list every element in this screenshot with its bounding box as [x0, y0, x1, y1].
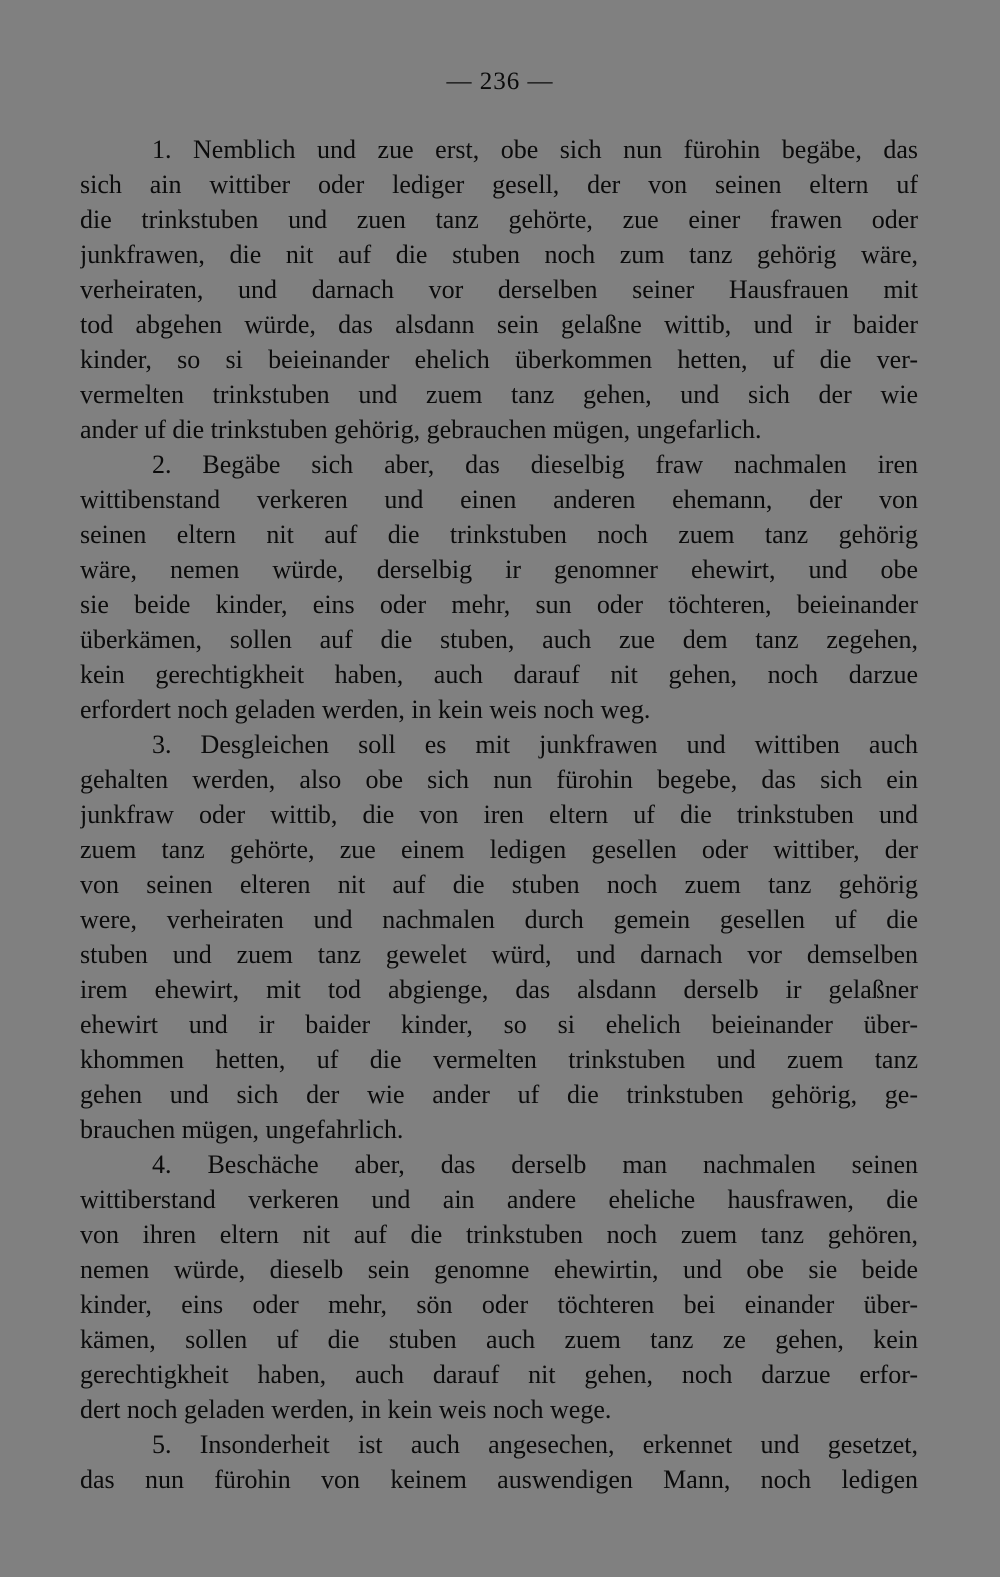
text-line: sich ain wittiber oder lediger gesell, der von seinen eltern uf: [80, 170, 918, 199]
text-line: von ihren eltern nit auf die trinkstuben noch zuem tanz gehören,: [80, 1220, 918, 1249]
text-line: überkämen, sollen auf die stuben, auch zue dem tanz zegehen,: [80, 625, 918, 654]
text-line: were, verheiraten und nachmalen durch gemein gesellen uf die: [80, 905, 918, 934]
text-line: gehen und sich der wie ander uf die trinkstuben gehörig, ge-: [80, 1080, 918, 1109]
text-line: kämen, sollen uf die stuben auch zuem tanz ze gehen, kein: [80, 1325, 918, 1354]
text-line: vermelten trinkstuben und zuem tanz gehen, und sich der wie: [80, 380, 918, 409]
text-line: nemen würde, dieselb sein genomne ehewirtin, und obe sie beide: [80, 1255, 918, 1284]
text-line: stuben und zuem tanz gewelet würd, und darnach vor demselben: [80, 940, 918, 969]
text-line: 5. Insonderheit ist auch angesechen, erkennet und gesetzet,: [152, 1430, 918, 1459]
text-line: khommen hetten, uf die vermelten trinkstuben und zuem tanz: [80, 1045, 918, 1074]
text-line: 2. Begäbe sich aber, das dieselbig fraw nachmalen iren: [152, 450, 918, 479]
text-line: seinen eltern nit auf die trinkstuben noch zuem tanz gehörig: [80, 520, 918, 549]
text-line: wittibenstand verkeren und einen anderen ehemann, der von: [80, 485, 918, 514]
text-line: verheiraten, und darnach vor derselben seiner Hausfrauen mit: [80, 275, 918, 304]
text-line: junkfraw oder wittib, die von iren eltern uf die trinkstuben und: [80, 800, 918, 829]
text-line: kein gerechtigkheit haben, auch darauf nit gehen, noch darzue: [80, 660, 918, 689]
text-line: 4. Beschäche aber, das derselb man nachmalen seinen: [152, 1150, 918, 1179]
text-line: ehewirt und ir baider kinder, so si ehelich beieinander über-: [80, 1010, 918, 1039]
text-line: 1. Nemblich und zue erst, obe sich nun fürohin begäbe, das: [152, 135, 918, 164]
text-line: von seinen elteren nit auf die stuben noch zuem tanz gehörig: [80, 870, 918, 899]
text-line: gerechtigkheit haben, auch darauf nit gehen, noch darzue erfor-: [80, 1360, 918, 1389]
text-line: zuem tanz gehörte, zue einem ledigen gesellen oder wittiber, der: [80, 835, 918, 864]
text-line: kinder, so si beieinander ehelich überkommen hetten, uf die ver-: [80, 345, 918, 374]
text-line: ander uf die trinkstuben gehörig, gebrauchen mügen, ungefarlich.: [80, 415, 762, 444]
text-line: tod abgehen würde, das alsdann sein gelaßne wittib, und ir baider: [80, 310, 918, 339]
text-line: brauchen mügen, ungefahrlich.: [80, 1115, 404, 1144]
text-line: 3. Desgleichen soll es mit junkfrawen und wittiben auch: [152, 730, 918, 759]
text-line: dert noch geladen werden, in kein weis noch wege.: [80, 1395, 612, 1424]
text-line: die trinkstuben und zuen tanz gehörte, zue einer frawen oder: [80, 205, 918, 234]
text-line: irem ehewirt, mit tod abgienge, das alsdann derselb ir gelaßner: [80, 975, 918, 1004]
text-line: das nun fürohin von keinem auswendigen Mann, noch ledigen: [80, 1465, 918, 1494]
text-line: wittiberstand verkeren und ain andere eheliche hausfrawen, die: [80, 1185, 918, 1214]
page-number: — 236 —: [446, 68, 554, 95]
text-line: wäre, nemen würde, derselbig ir genomner ehewirt, und obe: [80, 555, 918, 584]
text-line: erfordert noch geladen werden, in kein weis noch weg.: [80, 695, 651, 724]
text-line: sie beide kinder, eins oder mehr, sun oder töchteren, beieinander: [80, 590, 918, 619]
text-line: kinder, eins oder mehr, sön oder töchteren bei einander über-: [80, 1290, 918, 1319]
text-line: gehalten werden, also obe sich nun fürohin begebe, das sich ein: [80, 765, 918, 794]
text-line: junkfrawen, die nit auf die stuben noch zum tanz gehörig wäre,: [80, 240, 918, 269]
